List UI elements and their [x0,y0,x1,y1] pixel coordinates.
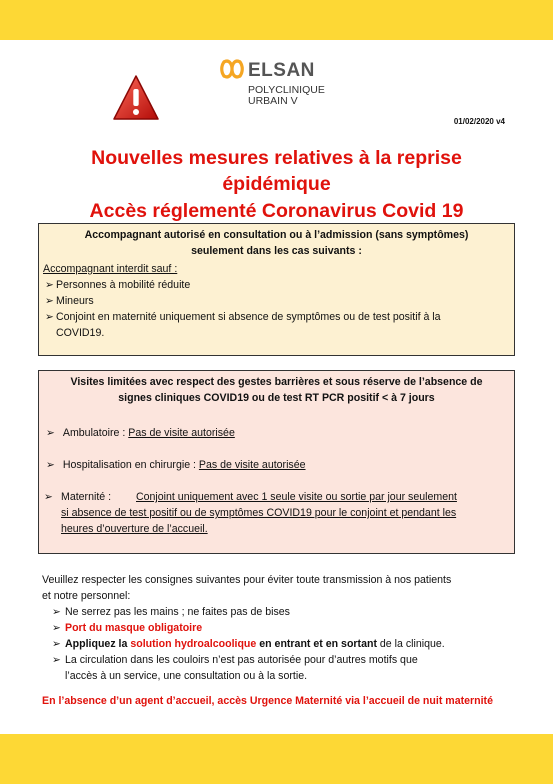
instructions-block: Veuillez respecter les consignes suivantes pour éviter toute transmission à nos patients et notre personnel: ➢ Ne serrez pas les mains ; ne faites pas de bises ➢ Port du masque obligatoire ➢ Appliquez la solution hydroalcoolique en entrant et en sortant de la clinique. ➢ La circulation dans les couloirs n’est pas autorisée pour d’autres motifs que l’accès à un service, une consultation ou à la sortie. [42,572,512,684]
arrow-bullet-icon: ➢ [45,295,54,307]
list-item: ➢ Appliquez la solution hydroalcoolique en entrant et en sortant de la clinique. [52,638,445,650]
companion-rules-heading: Accompagnant autorisé en consultation ou à l’admission (sans symptômes) seulement dans les cas suivants : [84,229,469,257]
list-item-hospitalisation: ➢ Hospitalisation en chirurgie : Pas de visite autorisée [46,459,306,471]
arrow-bullet-icon: ➢ [45,279,54,291]
arrow-bullet-icon: ➢ [52,638,61,650]
companion-rules-box [38,223,515,356]
companion-exceptions-label: Accompagnant interdit sauf : [43,263,178,275]
arrow-bullet-icon: ➢ [44,491,53,503]
arrow-bullet-icon: ➢ [52,606,61,618]
list-item: ➢ Mineurs [45,295,94,307]
list-item: ➢ Conjoint en maternité uniquement si absence de symptômes ou de test positif à la COVID19. [45,311,441,339]
page-title-line-3: Accès réglementé Coronavirus Covid 19 [89,200,464,222]
list-item: ➢ Personnes à mobilité réduite [45,279,191,291]
night-access-notice: En l’absence d’un agent d’accueil, accès Urgence Maternité via l’accueil de nuit maternité [42,695,493,707]
arrow-bullet-icon: ➢ [45,311,54,323]
visit-rules-box [38,370,515,554]
visit-rules-heading: Visites limitées avec respect des gestes barrières et sous réserve de l’absence de signes cliniques COVID19 ou de test RT PCR positif < à 7 jours [70,376,483,404]
warning-triangle-icon [112,73,160,123]
arrow-bullet-icon: ➢ [46,459,55,471]
list-item-ambulatory: ➢ Ambulatoire : Pas de visite autorisée [46,427,235,439]
brand-name: ELSAN [248,60,315,81]
document-date: 01/02/2020 v4 [453,117,505,126]
brand-subtitle: POLYCLINIQUE URBAIN V [248,84,325,107]
page-title-line-1: Nouvelles mesures relatives à la reprise [91,147,462,169]
page-title-line-2: épidémique [222,173,331,195]
list-item-maternity: ➢ Maternité : Conjoint uniquement avec 1 seule visite ou sortie par jour seulement si absence de test positif ou de symptômes COVID19 pour le conjoint et pendant les heures d’ouverture de l’accueil. [44,491,457,535]
list-item: ➢ La circulation dans les couloirs n’est pas autorisée pour d’autres motifs que l’accès à un service, une consultation ou à la sortie. [52,654,418,682]
arrow-bullet-icon: ➢ [52,622,61,634]
elsan-logo-icon [220,58,244,80]
arrow-bullet-icon: ➢ [52,654,61,666]
list-item: ➢ Port du masque obligatoire [52,622,203,634]
bottom-yellow-band [0,734,553,784]
list-item: ➢ Ne serrez pas les mains ; ne faites pas de bises [52,606,290,618]
arrow-bullet-icon: ➢ [46,427,55,439]
top-yellow-band [0,0,553,40]
